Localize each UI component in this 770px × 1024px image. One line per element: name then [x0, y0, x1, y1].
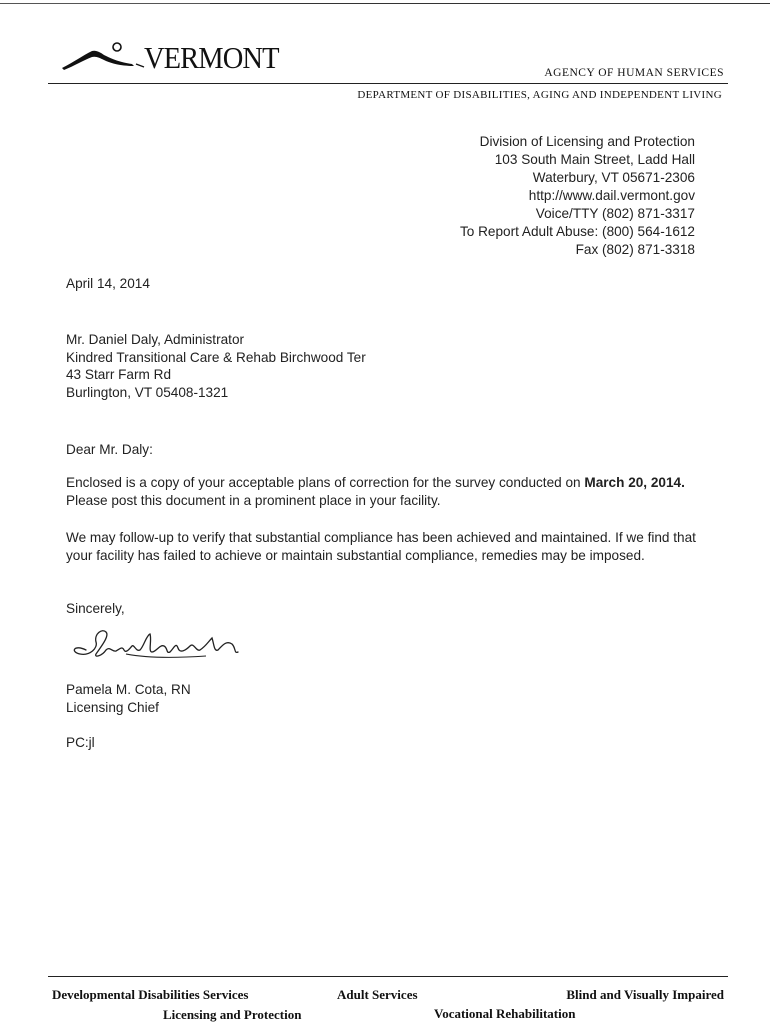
salutation: Dear Mr. Daly: [66, 442, 153, 457]
footer-adult-services: Adult Services [337, 987, 418, 1002]
logo-state-name: VERMONT [144, 40, 279, 75]
abuse-phone: To Report Adult Abuse: (800) 564-1612 [459, 224, 695, 239]
city-address: Waterbury, VT 05671-2306 [532, 170, 695, 185]
survey-date: March 20, 2014. [584, 475, 685, 490]
signer-name: Pamela M. Cota, RN [66, 682, 191, 697]
footer-developmental-disabilities: Developmental Disabilities Services [52, 987, 249, 1002]
footer-blind-visually-impaired: Blind and Visually Impaired [566, 987, 724, 1002]
agency-name: AGENCY OF HUMAN SERVICES [544, 67, 724, 79]
para1-text-start: Enclosed is a copy of your acceptable plans of correction for the survey conducted on [66, 475, 585, 490]
department-name: DEPARTMENT OF DISABILITIES, AGING AND INDEPENDENT LIVING [357, 89, 722, 101]
mountain-logo-icon [60, 38, 150, 78]
fax-number: Fax (802) 871-3318 [575, 242, 695, 257]
recipient-facility: Kindred Transitional Care & Rehab Birchwood Ter [66, 349, 366, 365]
signer-block [66, 681, 191, 716]
reference-initials: PC:jl [66, 735, 95, 750]
footer-vocational-rehabilitation: Vocational Rehabilitation [434, 1006, 576, 1021]
division-name: Division of Licensing and Protection [479, 134, 695, 149]
footer-divider [48, 976, 728, 977]
footer-licensing-protection: Licensing and Protection [163, 1007, 302, 1022]
letter-date: April 14, 2014 [66, 276, 150, 291]
vermont-logo [60, 38, 310, 78]
recipient-street: 43 Starr Farm Rd [66, 367, 171, 382]
voice-phone: Voice/TTY (802) 871-3317 [535, 206, 695, 221]
recipient-name: Mr. Daniel Daly, Administrator [66, 332, 245, 347]
header-divider [48, 83, 728, 84]
body-paragraph-2: We may follow-up to verify that substantial compliance has been achieved and maintained. If we find that your facility has failed to achieve or maintain substantial compliance, remedies may be imposed. [66, 530, 696, 563]
recipient-city: Burlington, VT 05408-1321 [66, 384, 229, 400]
handwritten-signature [66, 618, 246, 670]
top-border-line-dark [210, 3, 770, 4]
para1-text-end: Please post this document in a prominent place in your facility. [66, 492, 441, 508]
recipient-address [66, 331, 366, 401]
website-link[interactable]: http://www.dail.vermont.gov [528, 188, 695, 203]
signer-title: Licensing Chief [66, 699, 159, 715]
return-address [460, 133, 695, 259]
closing: Sincerely, [66, 601, 125, 616]
body-paragraph-1 [66, 474, 696, 509]
street-address: 103 South Main Street, Ladd Hall [494, 152, 695, 167]
